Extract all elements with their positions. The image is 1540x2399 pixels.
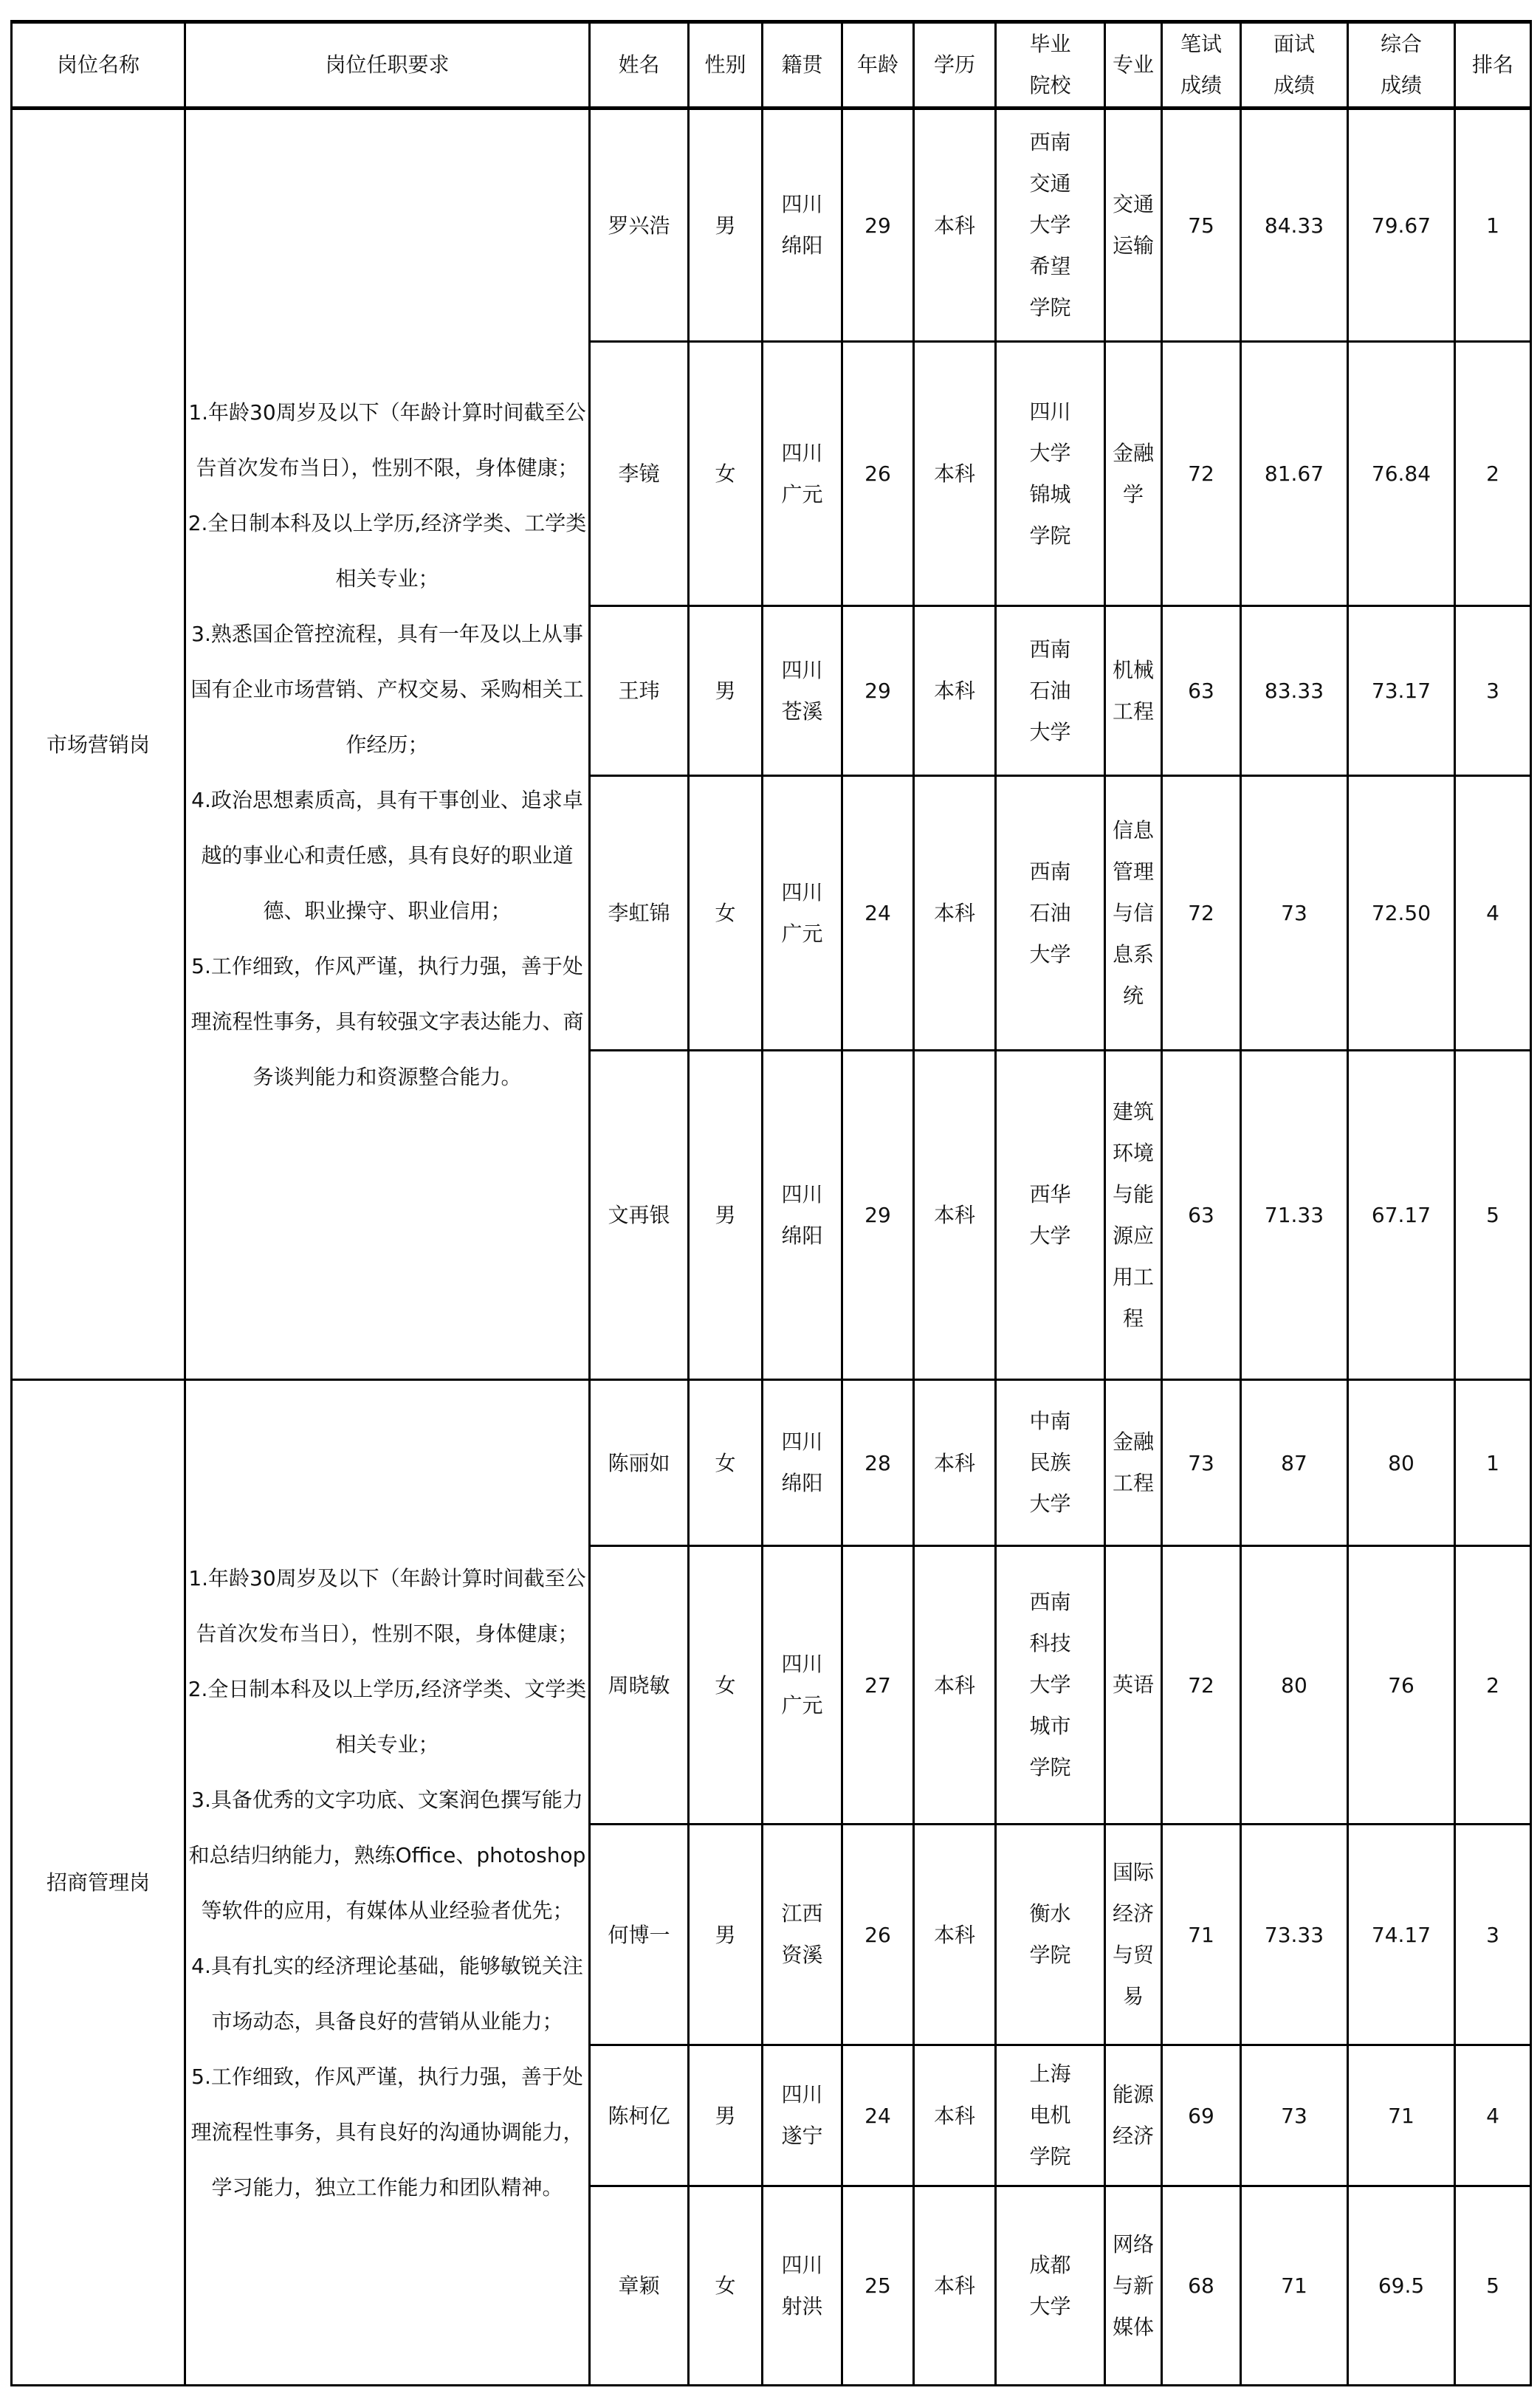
education-cell: 本科 — [914, 2186, 996, 2386]
column-header-line: 面试 — [1273, 32, 1315, 56]
origin-line: 广元 — [781, 481, 823, 507]
age-cell: 29 — [842, 1051, 914, 1380]
school-line: 城市 — [1029, 1714, 1071, 1738]
rank-cell: 5 — [1455, 1051, 1531, 1380]
written-cell: 72 — [1162, 342, 1241, 606]
school-line: 电机 — [1029, 2103, 1071, 2127]
major-cell — [1105, 1051, 1162, 1380]
major-line: 机械 — [1112, 657, 1154, 682]
gender-cell: 男 — [689, 1051, 763, 1380]
origin-line: 四川 — [781, 2252, 823, 2277]
name-cell: 周晓敏 — [590, 1546, 689, 1825]
origin-cell — [763, 1051, 842, 1380]
name-cell: 何博一 — [590, 1825, 689, 2045]
origin-cell — [763, 1546, 842, 1825]
requirement-item: 1.年龄30周岁及以下（年龄计算时间截至公告首次发布当日），性别不限，身体健康； — [188, 399, 586, 480]
major-line: 金融 — [1112, 440, 1154, 465]
origin-line: 绵阳 — [781, 233, 823, 258]
education-cell: 本科 — [914, 776, 996, 1051]
major-line: 工程 — [1112, 699, 1154, 724]
age-cell: 24 — [842, 2045, 914, 2186]
major-line: 管理 — [1112, 859, 1154, 884]
school-line: 学院 — [1029, 1755, 1071, 1779]
origin-line: 广元 — [781, 1693, 823, 1717]
written-cell: 71 — [1162, 1825, 1241, 2045]
school-line: 西南 — [1029, 1590, 1071, 1614]
origin-line: 资溪 — [781, 1943, 823, 1967]
written-cell: 73 — [1162, 1380, 1241, 1546]
rank-cell: 2 — [1455, 1546, 1531, 1825]
school-cell — [996, 342, 1105, 606]
column-header-line: 毕业 — [1029, 32, 1071, 56]
interview-cell: 73 — [1241, 2045, 1348, 2186]
interview-cell: 87 — [1241, 1380, 1348, 1546]
name-cell: 李虹锦 — [590, 776, 689, 1051]
school-line: 民族 — [1029, 1450, 1071, 1475]
school-cell — [996, 606, 1105, 776]
rank-cell: 5 — [1455, 2186, 1531, 2386]
major-line: 能源 — [1112, 2082, 1154, 2107]
rank-cell: 2 — [1455, 342, 1531, 606]
interview-cell: 84.33 — [1241, 109, 1348, 342]
origin-cell — [763, 776, 842, 1051]
column-header-name: 姓名 — [590, 22, 689, 109]
age-cell: 26 — [842, 1825, 914, 2045]
school-line: 学院 — [1029, 1943, 1071, 1967]
table-row — [12, 109, 1531, 342]
rank-cell: 4 — [1455, 2045, 1531, 2186]
major-line: 媒体 — [1112, 2314, 1154, 2339]
school-line: 上海 — [1029, 2062, 1071, 2086]
requirement-item: 5.工作细致，作风严谨，执行力强，善于处理流程性事务，具有良好的沟通协调能力，学习能力，独立工作能力和团队精神。 — [190, 2064, 584, 2200]
interview-cell: 73 — [1241, 776, 1348, 1051]
total-cell: 73.17 — [1348, 606, 1455, 776]
interview-cell: 71 — [1241, 2186, 1348, 2386]
major-line: 经济 — [1112, 1901, 1154, 1926]
origin-line: 四川 — [781, 2082, 823, 2107]
total-cell: 80 — [1348, 1380, 1455, 1546]
education-cell: 本科 — [914, 1051, 996, 1380]
rank-cell: 1 — [1455, 109, 1531, 342]
major-line: 与新 — [1112, 2273, 1154, 2298]
gender-cell: 女 — [689, 1380, 763, 1546]
total-cell: 67.17 — [1348, 1051, 1455, 1380]
interview-cell: 83.33 — [1241, 606, 1348, 776]
school-cell — [996, 1825, 1105, 2045]
school-line: 石油 — [1029, 678, 1071, 703]
age-cell: 26 — [842, 342, 914, 606]
school-line: 西南 — [1029, 130, 1071, 154]
major-line: 环境 — [1112, 1140, 1154, 1165]
column-header-line: 院校 — [1029, 73, 1071, 97]
origin-line: 江西 — [781, 1901, 823, 1926]
requirement-item: 4.政治思想素质高，具有干事创业、追求卓越的事业心和责任感，具有良好的职业道德、职业操守、职业信用； — [191, 787, 583, 923]
rank-cell: 3 — [1455, 606, 1531, 776]
school-line: 大学 — [1029, 1672, 1071, 1697]
school-line: 大学 — [1029, 1223, 1071, 1248]
requirement-item: 5.工作细致，作风严谨，执行力强，善于处理流程性事务，具有较强文字表达能力、商务谈判能力和资源整合能力。 — [190, 953, 584, 1089]
major-cell — [1105, 1825, 1162, 2045]
school-line: 学院 — [1029, 2144, 1071, 2169]
rank-cell: 4 — [1455, 776, 1531, 1051]
origin-cell — [763, 606, 842, 776]
origin-cell — [763, 1380, 842, 1546]
major-cell — [1105, 1380, 1162, 1546]
rank-cell: 3 — [1455, 1825, 1531, 2045]
major-line: 学 — [1122, 481, 1144, 507]
school-line: 成都 — [1029, 2252, 1071, 2277]
name-cell: 陈柯亿 — [590, 2045, 689, 2186]
school-line: 衡水 — [1029, 1901, 1071, 1926]
gender-cell: 女 — [689, 2186, 763, 2386]
origin-line: 四川 — [781, 1181, 823, 1207]
column-header-interview — [1241, 22, 1348, 109]
column-header-position: 岗位名称 — [12, 22, 185, 109]
total-cell: 79.67 — [1348, 109, 1455, 342]
major-line: 源应 — [1112, 1223, 1154, 1248]
origin-cell — [763, 2045, 842, 2186]
origin-line: 四川 — [781, 657, 823, 682]
interview-cell: 73.33 — [1241, 1825, 1348, 2045]
requirement-item: 3.具备优秀的文字功底、文案润色撰写能力和总结归纳能力，熟练Office、photoshop等软件的应用，有媒体从业经验者优先； — [188, 1787, 586, 1923]
column-header-total — [1348, 22, 1455, 109]
school-cell — [996, 1380, 1105, 1546]
major-line: 用工 — [1112, 1264, 1154, 1289]
column-header-written — [1162, 22, 1241, 109]
school-line: 西南 — [1029, 859, 1071, 884]
position-name-cell: 市场营销岗 — [12, 109, 185, 1380]
column-header-school — [996, 22, 1105, 109]
education-cell: 本科 — [914, 342, 996, 606]
name-cell: 李镜 — [590, 342, 689, 606]
name-cell: 章颖 — [590, 2186, 689, 2386]
total-cell: 72.50 — [1348, 776, 1455, 1051]
written-cell: 75 — [1162, 109, 1241, 342]
total-cell: 76 — [1348, 1546, 1455, 1825]
interview-cell: 81.67 — [1241, 342, 1348, 606]
major-line: 易 — [1122, 1984, 1144, 2008]
position-requirements-cell — [185, 1380, 590, 2386]
school-line: 中南 — [1029, 1409, 1071, 1433]
written-cell: 72 — [1162, 1546, 1241, 1825]
major-line: 程 — [1122, 1305, 1144, 1331]
major-line: 工程 — [1112, 1471, 1154, 1495]
written-cell: 63 — [1162, 1051, 1241, 1380]
column-header-major: 专业 — [1105, 22, 1162, 109]
age-cell: 27 — [842, 1546, 914, 1825]
education-cell: 本科 — [914, 606, 996, 776]
total-cell: 71 — [1348, 2045, 1455, 2186]
major-line: 统 — [1122, 983, 1144, 1008]
name-cell: 文再银 — [590, 1051, 689, 1380]
education-cell: 本科 — [914, 1825, 996, 2045]
major-line: 网络 — [1112, 2231, 1154, 2256]
school-cell — [996, 1546, 1105, 1825]
total-cell: 74.17 — [1348, 1825, 1455, 2045]
major-line: 经济 — [1112, 2124, 1154, 2148]
origin-line: 苍溪 — [781, 699, 823, 724]
age-cell: 24 — [842, 776, 914, 1051]
origin-line: 射洪 — [781, 2293, 823, 2319]
origin-line: 遂宁 — [781, 2124, 823, 2148]
rank-cell: 1 — [1455, 1380, 1531, 1546]
requirement-item: 1.年龄30周岁及以下（年龄计算时间截至公告首次发布当日），性别不限，身体健康； — [188, 1565, 586, 1646]
total-cell: 76.84 — [1348, 342, 1455, 606]
written-cell: 68 — [1162, 2186, 1241, 2386]
education-cell: 本科 — [914, 1380, 996, 1546]
table-row — [12, 1380, 1531, 1546]
written-cell: 63 — [1162, 606, 1241, 776]
position-requirements-cell — [185, 109, 590, 1380]
column-header-gender: 性别 — [689, 22, 763, 109]
school-line: 交通 — [1029, 171, 1071, 196]
school-line: 希望 — [1029, 254, 1071, 278]
gender-cell: 男 — [689, 1825, 763, 2045]
major-cell — [1105, 606, 1162, 776]
written-cell: 72 — [1162, 776, 1241, 1051]
school-line: 大学 — [1029, 1492, 1071, 1516]
total-cell: 69.5 — [1348, 2186, 1455, 2386]
school-line: 学院 — [1029, 295, 1071, 320]
major-cell — [1105, 2045, 1162, 2186]
recruitment-results-table — [10, 20, 1532, 2386]
age-cell: 25 — [842, 2186, 914, 2386]
age-cell: 28 — [842, 1380, 914, 1546]
column-header-line: 成绩 — [1180, 73, 1222, 97]
major-line: 与贸 — [1112, 1943, 1154, 1967]
school-cell — [996, 2186, 1105, 2386]
gender-cell: 女 — [689, 342, 763, 606]
school-line: 大学 — [1029, 2293, 1071, 2319]
major-line: 信息 — [1112, 817, 1154, 842]
age-cell: 29 — [842, 606, 914, 776]
origin-line: 绵阳 — [781, 1471, 823, 1495]
major-line: 与信 — [1112, 900, 1154, 925]
major-cell — [1105, 109, 1162, 342]
education-cell: 本科 — [914, 2045, 996, 2186]
origin-line: 四川 — [781, 1430, 823, 1454]
school-cell — [996, 776, 1105, 1051]
gender-cell: 男 — [689, 109, 763, 342]
school-line: 锦城 — [1029, 481, 1071, 507]
origin-cell — [763, 109, 842, 342]
column-header-line: 成绩 — [1273, 73, 1315, 97]
origin-cell — [763, 2186, 842, 2386]
origin-line: 四川 — [781, 879, 823, 905]
column-header-age: 年龄 — [842, 22, 914, 109]
major-line: 息系 — [1112, 941, 1154, 967]
school-cell — [996, 2045, 1105, 2186]
school-line: 石油 — [1029, 900, 1071, 925]
interview-cell: 71.33 — [1241, 1051, 1348, 1380]
column-header-line: 笔试 — [1180, 32, 1222, 56]
column-header-line: 综合 — [1380, 32, 1422, 56]
major-line: 英语 — [1112, 1672, 1154, 1697]
major-line: 运输 — [1112, 233, 1154, 258]
interview-cell: 80 — [1241, 1546, 1348, 1825]
header-row — [12, 22, 1531, 109]
major-line: 与能 — [1112, 1181, 1154, 1207]
school-cell — [996, 109, 1105, 342]
name-cell: 罗兴浩 — [590, 109, 689, 342]
written-cell: 69 — [1162, 2045, 1241, 2186]
major-cell — [1105, 342, 1162, 606]
major-line: 国际 — [1112, 1860, 1154, 1884]
major-line: 建筑 — [1112, 1099, 1154, 1124]
school-line: 西南 — [1029, 636, 1071, 662]
origin-line: 四川 — [781, 1652, 823, 1676]
origin-line: 绵阳 — [781, 1223, 823, 1248]
origin-cell — [763, 342, 842, 606]
origin-line: 广元 — [781, 921, 823, 946]
school-line: 大学 — [1029, 941, 1071, 967]
school-cell — [996, 1051, 1105, 1380]
school-line: 科技 — [1029, 1631, 1071, 1655]
column-header-origin: 籍贯 — [763, 22, 842, 109]
origin-cell — [763, 1825, 842, 2045]
major-line: 金融 — [1112, 1430, 1154, 1454]
gender-cell: 女 — [689, 776, 763, 1051]
column-header-education: 学历 — [914, 22, 996, 109]
school-line: 大学 — [1029, 719, 1071, 744]
gender-cell: 男 — [689, 2045, 763, 2186]
school-line: 大学 — [1029, 440, 1071, 465]
column-header-requirements: 岗位任职要求 — [185, 22, 590, 109]
education-cell: 本科 — [914, 109, 996, 342]
major-cell — [1105, 2186, 1162, 2386]
school-line: 西华 — [1029, 1181, 1071, 1207]
requirement-item: 2.全日制本科及以上学历,经济学类、文学类相关专业； — [188, 1676, 587, 1757]
requirement-item: 2.全日制本科及以上学历,经济学类、工学类相关专业； — [188, 510, 587, 591]
origin-line: 四川 — [781, 192, 823, 216]
age-cell: 29 — [842, 109, 914, 342]
origin-line: 四川 — [781, 440, 823, 465]
gender-cell: 男 — [689, 606, 763, 776]
education-cell: 本科 — [914, 1546, 996, 1825]
requirement-item: 4.具有扎实的经济理论基础，能够敏锐关注市场动态，具备良好的营销从业能力； — [191, 1953, 583, 2034]
gender-cell: 女 — [689, 1546, 763, 1825]
school-line: 四川 — [1029, 399, 1071, 424]
column-header-rank: 排名 — [1455, 22, 1531, 109]
column-header-line: 成绩 — [1380, 73, 1422, 97]
name-cell: 陈丽如 — [590, 1380, 689, 1546]
major-line: 交通 — [1112, 192, 1154, 216]
school-line: 大学 — [1029, 213, 1071, 237]
name-cell: 王玮 — [590, 606, 689, 776]
major-cell — [1105, 776, 1162, 1051]
requirement-item: 3.熟悉国企管控流程，具有一年及以上从事国有企业市场营销、产权交易、采购相关工作经历； — [190, 621, 584, 757]
major-cell — [1105, 1546, 1162, 1825]
position-name-cell: 招商管理岗 — [12, 1380, 185, 2386]
school-line: 学院 — [1029, 523, 1071, 548]
